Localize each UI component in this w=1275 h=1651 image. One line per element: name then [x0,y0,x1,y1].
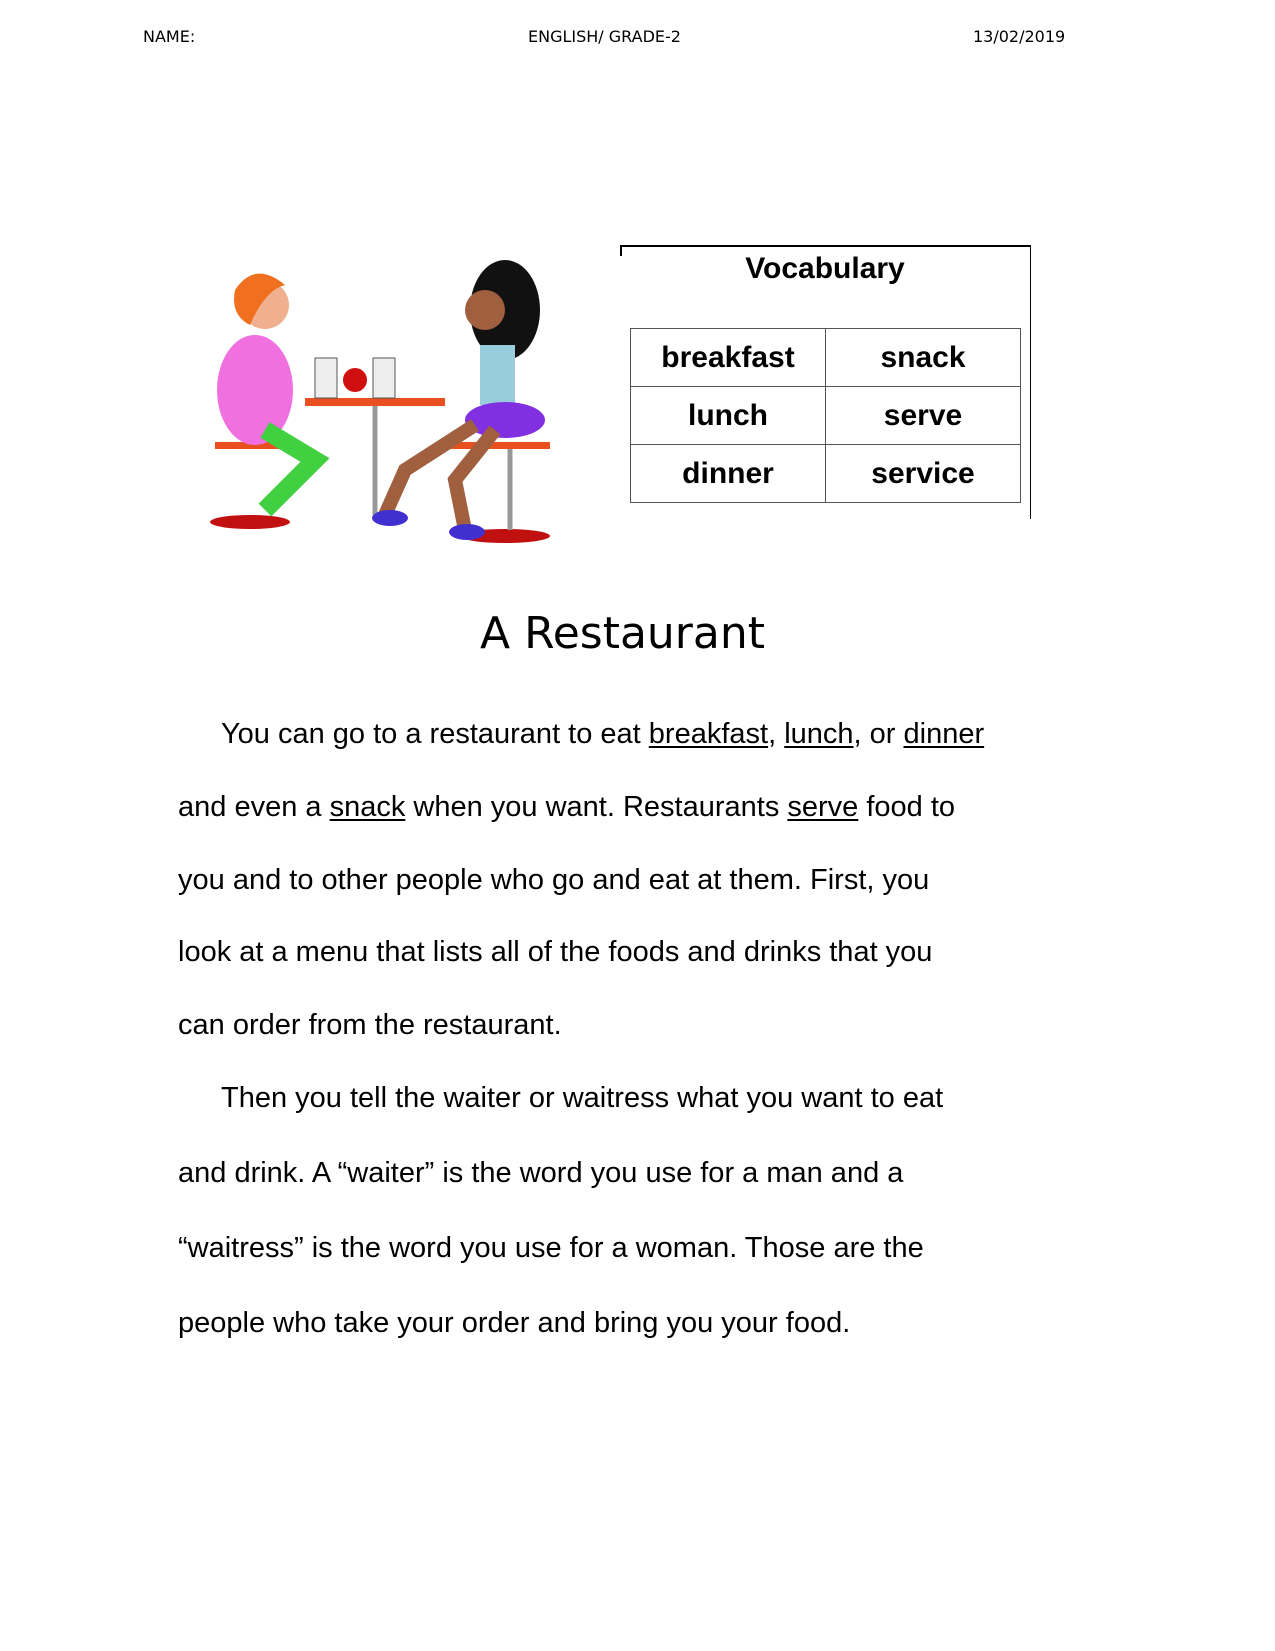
subject-label: ENGLISH/ GRADE-2 [528,27,681,46]
text-segment: Then you tell the waiter or waitress what you want to eat [221,1082,944,1114]
story-title: A Restaurant [480,608,765,659]
story-line [178,936,932,969]
vocabulary-box [620,245,1031,519]
text-segment: can order from the restaurant. [178,1009,562,1041]
story-line [178,1307,850,1340]
girls-at-table-illustration [205,250,560,550]
date-label: 13/02/2019 [973,27,1066,46]
text-segment: , or [853,718,904,750]
text-segment: and even a [178,791,330,823]
vocab-word-underlined: snack [329,791,406,823]
vocabulary-table [630,328,1021,503]
story-line [178,791,955,824]
vocab-word: lunch [631,387,826,445]
story-line [178,864,929,897]
vocab-word: dinner [631,445,826,503]
text-segment: You can go to a restaurant to eat [221,718,649,750]
vocab-word: snack [826,329,1021,387]
vocab-word: service [826,445,1021,503]
vocab-word: breakfast [631,329,826,387]
text-segment: and drink. A “waiter” is the word you use for a man and a [178,1157,904,1189]
text-segment: food to [858,791,956,823]
text-segment: look at a menu that lists all of the foods and drinks that you [178,936,933,968]
name-label: NAME: [143,27,196,46]
vocab-word: serve [826,387,1021,445]
vocab-word-underlined: dinner [903,718,985,750]
vocab-word-underlined: lunch [784,718,854,750]
text-segment: “waitress” is the word you use for a woman. Those are the [178,1232,924,1264]
story-line [178,1009,562,1042]
text-segment: you and to other people who go and eat at them. First, you [178,864,930,896]
vocab-word-underlined: serve [787,791,859,823]
text-segment: when you want. Restaurants [405,791,788,823]
text-segment: people who take your order and bring you your food. [178,1307,851,1339]
text-segment: , [768,718,785,750]
vocabulary-title: Vocabulary [745,252,905,285]
story-line [221,718,984,751]
story-line [178,1157,903,1190]
vocab-word-underlined: breakfast [648,718,769,750]
story-line [221,1082,943,1115]
story-line [178,1232,924,1265]
